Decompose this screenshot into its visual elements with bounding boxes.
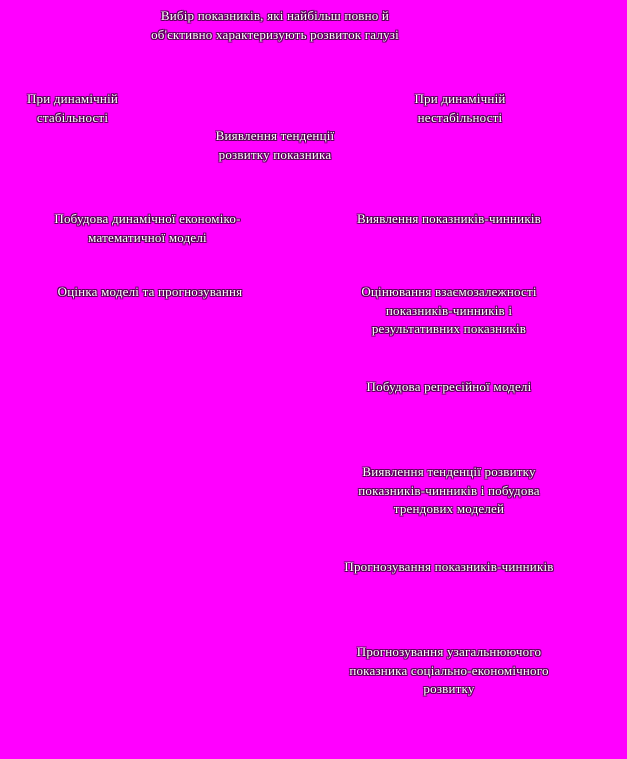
node-dynamic-stability: При динамічній стабільності (26, 91, 119, 125)
node-dynamic-model: Побудова динамічної економіко- математичної моделі (54, 211, 241, 245)
node-dynamic-instability: При динамічній нестабільності (414, 91, 506, 125)
node-general-forecast: Прогнозування узагальнюючого показника соціально-економічного розвитку (349, 644, 549, 696)
node-interdependence: Оцінювання взаємозалежності показників-чинників і результативних показників (361, 284, 537, 336)
node-select-indicators: Вибір показників, які найбільш повно й об'єктивно характеризують розвиток галузі (151, 8, 399, 42)
node-factor-indicators: Виявлення показників-чинників (357, 211, 541, 226)
node-model-evaluation: Оцінка моделі та прогнозування (57, 284, 243, 299)
node-regression-model: Побудова регресійної моделі (366, 379, 532, 394)
node-factor-trends: Виявлення тенденції розвитку показників-чинників і побудова трендових моделей (358, 464, 540, 516)
node-trend-detection: Виявлення тенденції розвитку показника (215, 128, 335, 162)
node-factor-forecast: Прогнозування показників-чинників (344, 559, 554, 574)
